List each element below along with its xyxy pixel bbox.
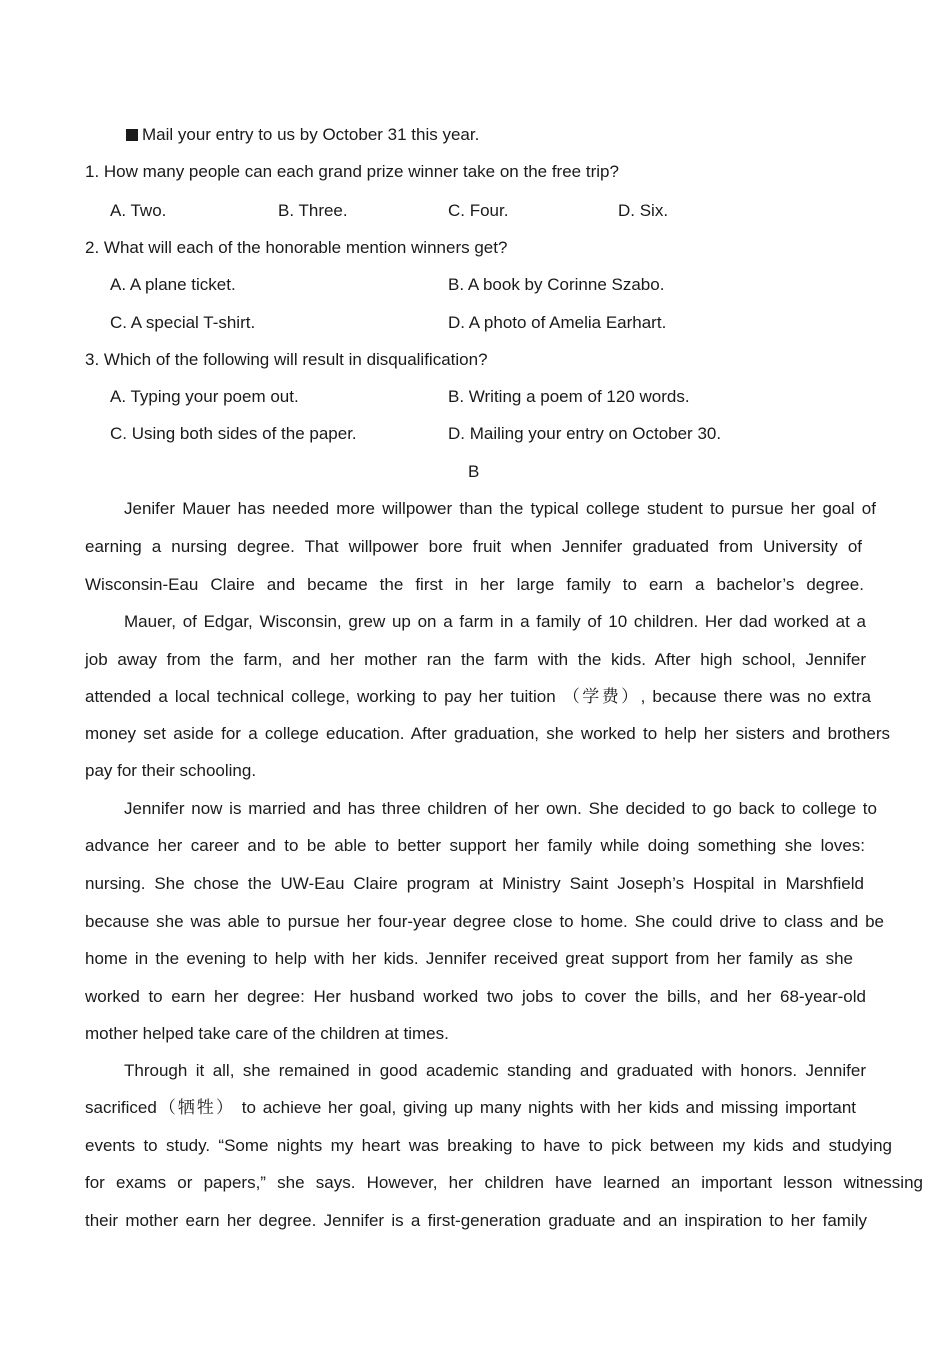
passage-line: Through it all, she remained in good academic standing and graduated with honors. Jennifer — [124, 1061, 866, 1080]
passage-line: sacrificed（牺牲） to achieve her goal, giving up many nights with her kids and missing important — [85, 1098, 856, 1117]
question-3-option-a: A. Typing your poem out. — [110, 387, 299, 406]
passage-line: Jennifer now is married and has three children of her own. She decided to go back to college to — [124, 799, 877, 818]
question-3-option-d: D. Mailing your entry on October 30. — [448, 424, 722, 443]
passage-line: events to study. “Some nights my heart was breaking to have to pick between my kids and studying — [85, 1136, 892, 1155]
passage-line: Jenifer Mauer has needed more willpower than the typical college student to pursue her goal of — [124, 499, 876, 518]
mail-notice — [126, 125, 479, 145]
passage-line: job away from the farm, and her mother ran the farm with the kids. After high school, Jennifer — [85, 650, 866, 669]
mail-notice-text: Mail your entry to us by October 31 this year. — [142, 125, 480, 144]
question-1-option-a: A. Two. — [110, 201, 167, 220]
passage-line: home in the evening to help with her kids. Jennifer received great support from her family as she — [85, 949, 853, 968]
passage-line: money set aside for a college education. After graduation, she worked to help her sisters and brothers — [85, 724, 890, 743]
question-3-stem: 3. Which of the following will result in disqualification? — [85, 350, 488, 369]
question-2-stem: 2. What will each of the honorable mention winners get? — [85, 238, 508, 257]
question-2-option-b: B. A book by Corinne Szabo. — [448, 275, 665, 294]
question-1-option-d: D. Six. — [618, 201, 669, 220]
question-2-option-a: A. A plane ticket. — [110, 275, 236, 294]
section-label: B — [468, 462, 480, 481]
passage-line: Mauer, of Edgar, Wisconsin, grew up on a farm in a family of 10 children. Her dad worked at a — [124, 612, 866, 631]
passage-line: for exams or papers,” she says. However, her children have learned an important lesson witnessing — [85, 1173, 923, 1192]
passage-line: Wisconsin-Eau Claire and became the first in her large family to earn a bachelor’s degree. — [85, 575, 864, 594]
passage-line: attended a local technical college, working to pay her tuition （学费）, because there was no extra — [85, 687, 871, 706]
question-3-option-b: B. Writing a poem of 120 words. — [448, 387, 690, 406]
passage-line: because she was able to pursue her four-year degree close to home. She could drive to class and be — [85, 912, 884, 931]
question-1-option-b: B. Three. — [278, 201, 348, 220]
passage-line: mother helped take care of the children at times. — [85, 1024, 449, 1043]
passage-line: earning a nursing degree. That willpower bore fruit when Jennifer graduated from University of — [85, 537, 862, 556]
question-2-option-c: C. A special T-shirt. — [110, 313, 256, 332]
passage-line: nursing. She chose the UW-Eau Claire program at Ministry Saint Joseph’s Hospital in Marshfield — [85, 874, 864, 893]
question-1-stem: 1. How many people can each grand prize winner take on the free trip? — [85, 162, 619, 181]
passage-line: advance her career and to be able to better support her family while doing something she loves: — [85, 836, 865, 855]
question-2-option-d: D. A photo of Amelia Earhart. — [448, 313, 667, 332]
question-3-option-c: C. Using both sides of the paper. — [110, 424, 357, 443]
square-bullet-icon — [126, 129, 138, 141]
question-1-option-c: C. Four. — [448, 201, 509, 220]
passage-line: pay for their schooling. — [85, 761, 257, 780]
passage-line: their mother earn her degree. Jennifer is a first-generation graduate and an inspiration to her family — [85, 1211, 867, 1230]
passage-line: worked to earn her degree: Her husband worked two jobs to cover the bills, and her 68-year-old — [85, 987, 866, 1006]
